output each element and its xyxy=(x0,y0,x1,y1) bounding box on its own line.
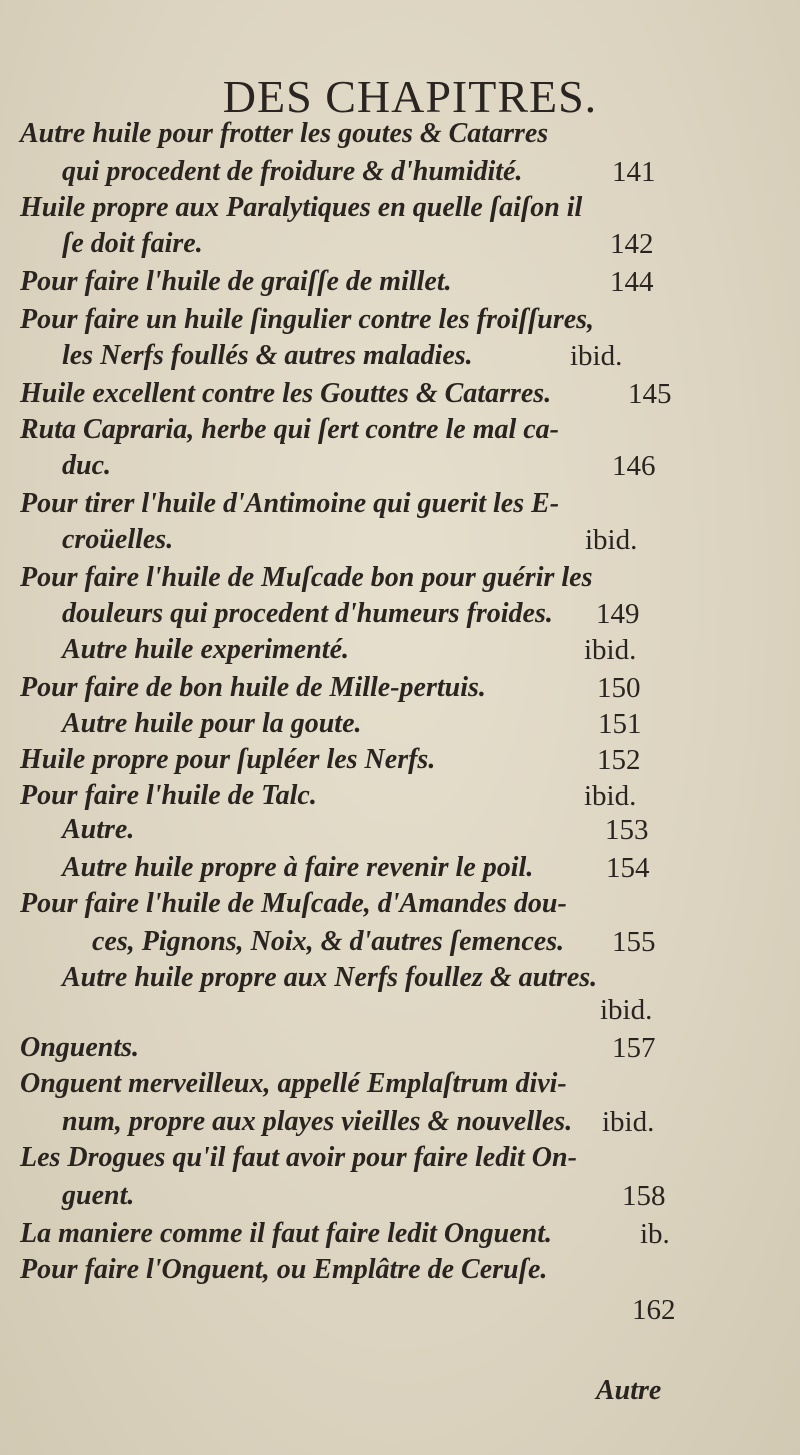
entry-text: douleurs qui procedent d'humeurs froides. xyxy=(62,598,553,629)
catchword: Autre xyxy=(596,1375,662,1406)
entry-text: Les Drogues qu'il faut avoir pour faire ledit On- xyxy=(20,1142,577,1173)
toc-line xyxy=(0,1290,800,1330)
toc-line xyxy=(0,152,800,192)
entry-page: 149 xyxy=(596,598,640,630)
toc-line xyxy=(0,410,800,450)
toc-line xyxy=(0,922,800,962)
toc-line xyxy=(0,262,800,302)
entry-text: Huile excellent contre les Gouttes & Catarres. xyxy=(20,378,552,409)
entry-text: Pour faire l'Onguent, ou Emplâtre de Ceruſe. xyxy=(20,1254,548,1285)
toc-line xyxy=(0,594,800,634)
entry-text: les Nerfs foullés & autres maladies. xyxy=(62,340,473,371)
entry-text: Huile propre aux Paralytiques en quelle ſaiſon il xyxy=(20,192,583,223)
toc-line xyxy=(0,1102,800,1142)
entry-text: duc. xyxy=(62,450,111,481)
entry-page: 146 xyxy=(612,450,656,482)
toc-line xyxy=(0,810,800,850)
entry-text: Autre huile propre à faire revenir le poil. xyxy=(62,852,534,883)
entry-text: Pour faire l'huile de graiſſe de millet. xyxy=(20,266,452,297)
entry-page: 162 xyxy=(632,1294,676,1326)
entry-text: croüelles. xyxy=(62,524,174,555)
entry-page: 145 xyxy=(628,378,672,410)
toc-line xyxy=(0,1028,800,1068)
entry-page: ibid. xyxy=(600,994,653,1026)
toc-line xyxy=(0,704,800,744)
toc-line xyxy=(0,1176,800,1216)
toc-line xyxy=(0,520,800,560)
toc-line xyxy=(0,740,800,780)
toc-line xyxy=(0,484,800,524)
entry-page: ibid. xyxy=(584,634,637,666)
entry-page: 144 xyxy=(610,266,654,298)
toc-line xyxy=(0,446,800,486)
entry-page: 142 xyxy=(610,228,654,260)
page-heading: DES CHAPITRES. xyxy=(222,71,598,122)
entry-page: ib. xyxy=(640,1218,670,1250)
toc-line xyxy=(0,374,800,414)
entry-text: Pour faire un huile ſingulier contre les froiſſures, xyxy=(20,304,595,335)
entry-page: 153 xyxy=(605,814,649,846)
toc-line xyxy=(0,990,800,1030)
entry-text: Autre huile pour la goute. xyxy=(62,708,362,739)
entry-text: Onguents. xyxy=(20,1032,140,1063)
toc-line xyxy=(0,848,800,888)
entry-page: ibid. xyxy=(570,340,623,372)
entry-page: 157 xyxy=(612,1032,656,1064)
toc-line xyxy=(0,1214,800,1254)
toc-line xyxy=(0,336,800,376)
entry-text: Ruta Capraria, herbe qui ſert contre le mal ca- xyxy=(20,414,559,445)
entry-page: ibid. xyxy=(585,524,638,556)
entry-text: guent. xyxy=(62,1180,135,1211)
toc-line xyxy=(0,668,800,708)
toc-line xyxy=(0,630,800,670)
toc-line xyxy=(0,224,800,264)
entry-text: Autre. xyxy=(62,814,135,845)
entry-page: 150 xyxy=(597,672,641,704)
entry-page: 151 xyxy=(598,708,642,740)
entry-text: ſe doit faire. xyxy=(62,228,203,259)
entry-text: Pour faire de bon huile de Mille-pertuis. xyxy=(20,672,486,703)
entry-text: Onguent merveilleux, appellé Emplaſtrum divi- xyxy=(20,1068,567,1099)
entry-page: 141 xyxy=(612,156,656,188)
entry-text: Autre huile experimenté. xyxy=(62,634,349,665)
entry-text: Pour faire l'huile de Muſcade, d'Amandes dou- xyxy=(20,888,567,919)
toc-line xyxy=(0,114,800,154)
entry-page: ibid. xyxy=(602,1106,655,1138)
toc-line xyxy=(0,300,800,340)
entry-text: Autre huile propre aux Nerfs foullez & autres. xyxy=(62,962,598,993)
entry-page: 155 xyxy=(612,926,656,958)
entry-text: Huile propre pour ſupléer les Nerfs. xyxy=(20,744,436,775)
entry-text: Pour faire l'huile de Muſcade bon pour guérir les xyxy=(20,562,593,593)
toc-line xyxy=(0,1064,800,1104)
toc-line xyxy=(0,1138,800,1178)
entry-text: Autre huile pour frotter les goutes & Catarres xyxy=(20,118,549,149)
entry-page: ibid. xyxy=(584,780,637,812)
toc-line xyxy=(0,884,800,924)
toc-line xyxy=(0,558,800,598)
entry-text: ces, Pignons, Noix, & d'autres ſemences. xyxy=(92,926,565,957)
entry-page: 152 xyxy=(597,744,641,776)
entry-text: La maniere comme il faut faire ledit Onguent. xyxy=(20,1218,552,1249)
entry-text: Pour faire l'huile de Talc. xyxy=(20,780,317,811)
entry-page: 154 xyxy=(606,852,650,884)
entry-text: qui procedent de froidure & d'humidité. xyxy=(62,156,523,187)
toc-line xyxy=(0,1250,800,1290)
entry-page: 158 xyxy=(622,1180,666,1212)
toc-line xyxy=(0,188,800,228)
entry-text: Pour tirer l'huile d'Antimoine qui guerit les E- xyxy=(20,488,560,519)
entry-text: num, propre aux playes vieilles & nouvelles. xyxy=(62,1106,573,1137)
